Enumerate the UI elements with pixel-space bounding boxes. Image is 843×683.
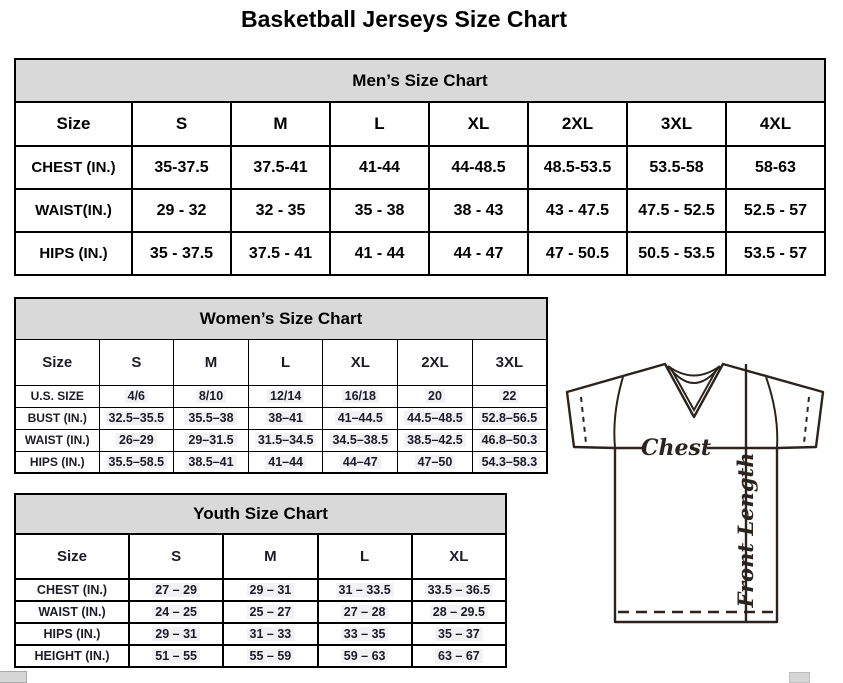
column-header: XL (412, 534, 506, 579)
row-label: HIPS (IN.) (15, 451, 99, 473)
row-label: BUST (IN.) (15, 407, 99, 429)
size-value: 38–41 (265, 411, 306, 425)
size-value: 38 - 43 (453, 201, 504, 219)
size-value-cell (528, 189, 627, 232)
column-header: S (99, 339, 174, 385)
size-row (15, 189, 825, 232)
row-label: U.S. SIZE (15, 385, 99, 407)
size-value: 38.5–42.5 (404, 433, 466, 447)
size-value-cell (528, 146, 627, 189)
size-row (15, 623, 506, 645)
size-value-cell (330, 189, 429, 232)
size-value: 20 (425, 389, 445, 403)
column-header: Size (15, 339, 99, 385)
size-value-cell (129, 601, 223, 623)
mens-size-chart (14, 58, 826, 273)
size-value-cell (99, 407, 174, 429)
column-header: Size (15, 102, 132, 146)
size-value-cell (472, 451, 547, 473)
size-value-cell (412, 623, 506, 645)
jersey-outline (567, 364, 823, 622)
size-value-cell (627, 232, 726, 275)
front-length-label: Front Length (733, 452, 758, 608)
size-value: 59 – 63 (341, 649, 389, 663)
column-header-row (15, 339, 547, 385)
size-value: 29 – 31 (247, 583, 295, 597)
table-title-row (15, 59, 825, 102)
column-header: 3XL (627, 102, 726, 146)
size-value: 33 – 35 (341, 627, 389, 641)
size-value: 52.5 - 57 (743, 201, 808, 219)
size-row (15, 429, 547, 451)
size-value: 31 – 33.5 (336, 583, 394, 597)
size-value-cell (318, 623, 412, 645)
size-value: 55 – 59 (247, 649, 295, 663)
column-header: M (231, 102, 330, 146)
size-value-cell (318, 601, 412, 623)
size-value-cell (99, 451, 174, 473)
size-value-cell (248, 451, 323, 473)
size-value-cell (398, 429, 473, 451)
size-value-cell (99, 385, 174, 407)
size-value-cell (248, 407, 323, 429)
size-value: 29 - 32 (156, 201, 207, 219)
column-header: S (129, 534, 223, 579)
size-value-cell (318, 645, 412, 667)
size-value: 32 - 35 (255, 201, 306, 219)
size-value-cell (231, 146, 330, 189)
size-value: 58-63 (755, 158, 796, 176)
size-value: 4/6 (125, 389, 148, 403)
column-header-row (15, 102, 825, 146)
size-value: 33.5 – 36.5 (425, 583, 494, 597)
size-value-cell (323, 429, 398, 451)
size-value-cell (726, 189, 825, 232)
size-value: 35 - 38 (354, 201, 405, 219)
size-value-cell (223, 623, 317, 645)
size-value: 26–29 (116, 433, 157, 447)
page-title: Basketball Jerseys Size Chart (240, 6, 567, 32)
size-value-cell (429, 189, 528, 232)
size-value-cell (398, 385, 473, 407)
size-row (15, 601, 506, 623)
size-value: 29–31.5 (185, 433, 236, 447)
size-value-cell (231, 189, 330, 232)
size-value: 16/18 (342, 389, 379, 403)
size-value: 35 - 37.5 (149, 244, 214, 262)
table-title: Women’s Size Chart (15, 298, 547, 339)
size-row (15, 385, 547, 407)
youth-size-chart (14, 493, 507, 668)
row-label: WAIST (IN.) (15, 429, 99, 451)
size-value: 27 – 28 (341, 605, 389, 619)
column-header: 2XL (528, 102, 627, 146)
jersey-measurement-diagram (555, 352, 843, 630)
size-value: 52.8–56.5 (479, 411, 541, 425)
size-value-cell (726, 146, 825, 189)
row-label: CHEST (IN.) (15, 146, 132, 189)
size-value: 47–50 (415, 455, 456, 469)
size-value-cell (627, 189, 726, 232)
size-value-cell (174, 451, 249, 473)
size-value: 25 – 27 (247, 605, 295, 619)
size-value-cell (99, 429, 174, 451)
size-value-cell (174, 385, 249, 407)
size-value: 35.5–58.5 (106, 455, 168, 469)
size-value-cell (223, 601, 317, 623)
size-value-cell (248, 429, 323, 451)
size-value: 38.5–41 (185, 455, 236, 469)
size-value: 35.5–38 (185, 411, 236, 425)
column-header: Size (15, 534, 129, 579)
size-value: 31 – 33 (247, 627, 295, 641)
size-value-cell (472, 385, 547, 407)
table-title-row (15, 494, 506, 534)
table-title: Men’s Size Chart (15, 59, 825, 102)
size-value-cell (472, 429, 547, 451)
size-value: 41–44 (265, 455, 306, 469)
size-value: 35-37.5 (154, 158, 209, 176)
size-value-cell (726, 232, 825, 275)
size-value-cell (323, 451, 398, 473)
size-value: 44-48.5 (451, 158, 506, 176)
size-value-cell (323, 385, 398, 407)
size-row (15, 146, 825, 189)
scrollbar-fragment-right[interactable] (789, 672, 810, 683)
size-value: 28 – 29.5 (430, 605, 488, 619)
size-value-cell (174, 429, 249, 451)
column-header: 4XL (726, 102, 825, 146)
column-header: L (318, 534, 412, 579)
size-value-cell (472, 407, 547, 429)
size-value-cell (129, 645, 223, 667)
size-value-cell (223, 579, 317, 601)
row-label: HEIGHT (IN.) (15, 645, 129, 667)
column-header: XL (429, 102, 528, 146)
column-header: M (223, 534, 317, 579)
size-value-cell (129, 623, 223, 645)
size-value: 41–44.5 (335, 411, 386, 425)
size-value: 53.5 - 57 (743, 244, 808, 262)
size-value: 51 – 55 (152, 649, 200, 663)
womens-size-chart (14, 297, 548, 473)
column-header: 2XL (398, 339, 473, 385)
size-value-cell (627, 146, 726, 189)
column-header: L (248, 339, 323, 385)
size-value: 46.8–50.3 (479, 433, 541, 447)
size-value: 54.3–58.3 (479, 455, 541, 469)
size-value: 27 – 29 (152, 583, 200, 597)
size-value-cell (132, 189, 231, 232)
size-value-cell (132, 232, 231, 275)
size-value: 41-44 (359, 158, 400, 176)
column-header: S (132, 102, 231, 146)
size-value: 48.5-53.5 (543, 158, 612, 176)
size-value: 34.5–38.5 (329, 433, 391, 447)
size-value-cell (248, 385, 323, 407)
size-value: 35 – 37 (435, 627, 483, 641)
row-label: WAIST (IN.) (15, 601, 129, 623)
size-value-cell (398, 407, 473, 429)
size-value: 31.5–34.5 (255, 433, 317, 447)
row-label: HIPS (IN.) (15, 232, 132, 275)
youth-size-table (14, 493, 507, 668)
size-value: 41 - 44 (354, 244, 405, 262)
table-title-row (15, 298, 547, 339)
scrollbar-fragment-left[interactable] (0, 671, 27, 683)
size-value-cell (174, 407, 249, 429)
size-value: 24 – 25 (152, 605, 200, 619)
size-value-cell (412, 601, 506, 623)
size-value-cell (528, 232, 627, 275)
size-value-cell (330, 232, 429, 275)
mens-size-table (14, 58, 826, 276)
column-header: M (174, 339, 249, 385)
size-value: 50.5 - 53.5 (638, 244, 715, 262)
size-value-cell (330, 146, 429, 189)
size-value: 63 – 67 (435, 649, 483, 663)
size-value-cell (129, 579, 223, 601)
chest-label: Chest (640, 435, 712, 461)
size-value: 44 - 47 (453, 244, 504, 262)
size-value: 43 - 47.5 (545, 201, 610, 219)
womens-size-table (14, 297, 548, 474)
column-header-row (15, 534, 506, 579)
size-value: 53.5-58 (649, 158, 704, 176)
size-value: 44.5–48.5 (404, 411, 466, 425)
size-value: 22 (499, 389, 519, 403)
size-value-cell (318, 579, 412, 601)
row-label: CHEST (IN.) (15, 579, 129, 601)
size-row (15, 407, 547, 429)
row-label: WAIST(IN.) (15, 189, 132, 232)
column-header: 3XL (472, 339, 547, 385)
size-value-cell (398, 451, 473, 473)
size-value-cell (429, 146, 528, 189)
size-value: 37.5-41 (253, 158, 308, 176)
size-row (15, 232, 825, 275)
size-value-cell (412, 645, 506, 667)
size-value-cell (231, 232, 330, 275)
size-value: 12/14 (267, 389, 304, 403)
row-label: HIPS (IN.) (15, 623, 129, 645)
size-row (15, 579, 506, 601)
column-header: XL (323, 339, 398, 385)
size-value: 37.5 - 41 (248, 244, 313, 262)
size-value: 29 – 31 (152, 627, 200, 641)
table-title: Youth Size Chart (15, 494, 506, 534)
size-value: 44–47 (340, 455, 381, 469)
size-value: 8/10 (196, 389, 226, 403)
size-value-cell (429, 232, 528, 275)
size-value-cell (132, 146, 231, 189)
size-value: 47.5 - 52.5 (638, 201, 715, 219)
jersey-diagram-icon (555, 352, 843, 630)
size-value-cell (412, 579, 506, 601)
size-row (15, 451, 547, 473)
size-value-cell (223, 645, 317, 667)
size-row (15, 645, 506, 667)
size-value: 32.5–35.5 (106, 411, 168, 425)
size-value: 47 - 50.5 (545, 244, 610, 262)
column-header: L (330, 102, 429, 146)
size-value-cell (323, 407, 398, 429)
